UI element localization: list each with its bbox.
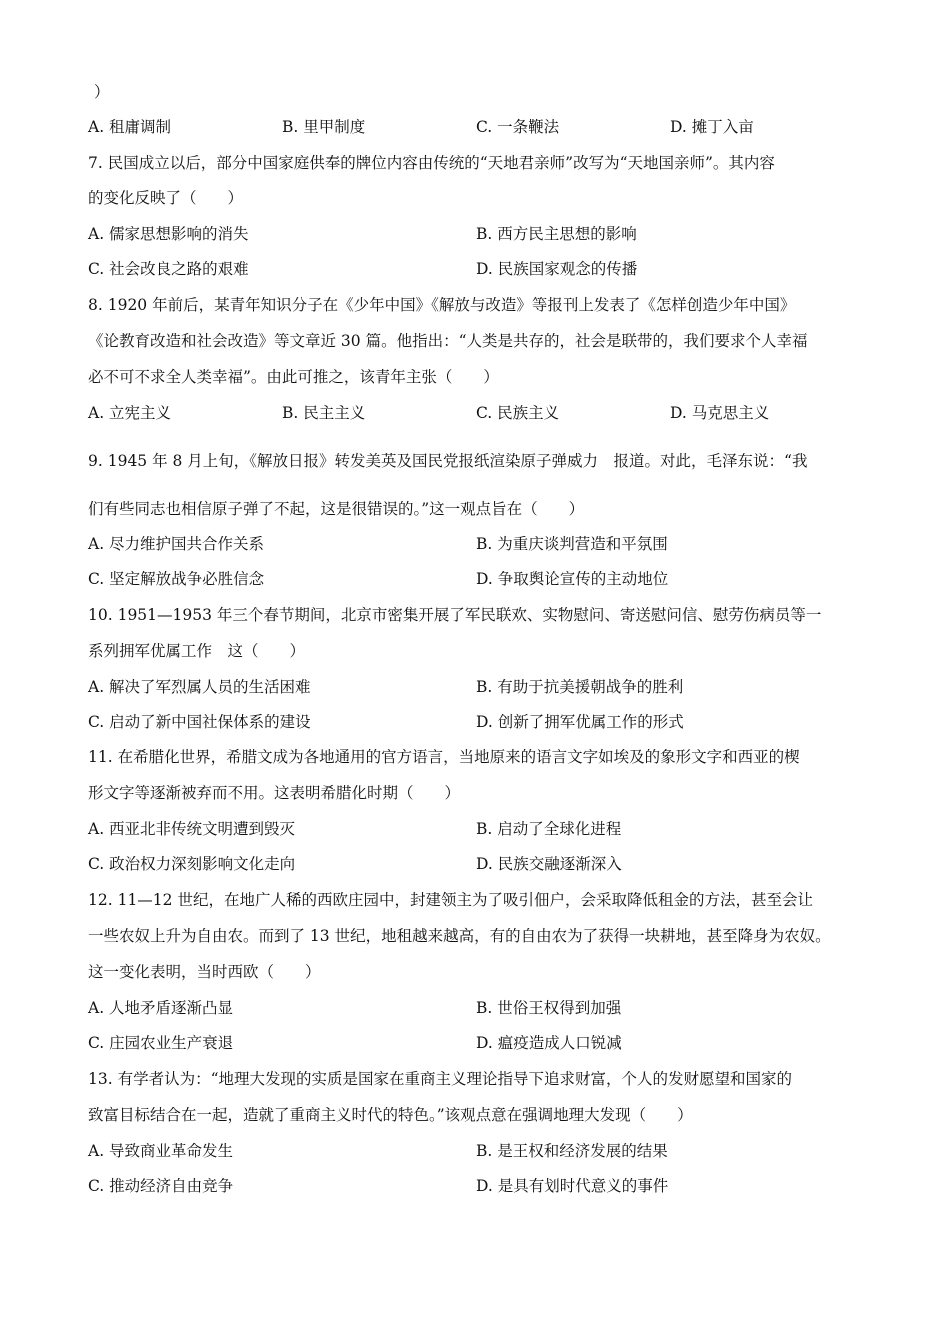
q12-option-d: D. 瘟疫造成人口锐减: [476, 1034, 622, 1052]
q8-stem-line-1: 8. 1920 年前后，某青年知识分子在《少年中国》《解放与改造》等报刊上发表了《怎样创造少年中国》: [88, 296, 796, 314]
q7-option-b: B. 西方民主思想的影响: [476, 225, 637, 243]
q13-stem-line-2: 致富目标结合在一起，造就了重商主义时代的特色。”该观点意在强调地理大发现（ ）: [88, 1106, 693, 1124]
q13-option-d: D. 是具有划时代意义的事件: [476, 1177, 669, 1195]
q10-stem-line-1: 10. 1951—1953 年三个春节期间，北京市密集开展了军民联欢、实物慰问、寄送慰问信、慰劳伤病员等一: [88, 606, 822, 624]
q6-option-d: D. 摊丁入亩: [670, 118, 754, 136]
q8-option-d: D. 马克思主义: [670, 404, 770, 422]
q6-option-c: C. 一条鞭法: [476, 118, 560, 136]
q7-option-d: D. 民族国家观念的传播: [476, 260, 638, 278]
q6-stem-tail: ）: [94, 83, 110, 101]
q8-stem-line-3: 必不可不求全人类幸福”。由此可推之，该青年主张（ ）: [88, 368, 499, 386]
q11-option-d: D. 民族交融逐渐深入: [476, 855, 622, 873]
q13-option-b: B. 是王权和经济发展的结果: [476, 1142, 668, 1160]
q10-option-a: A. 解决了军烈属人员的生活困难: [88, 678, 311, 696]
q6-option-a: A. 租庸调制: [88, 118, 172, 136]
q8-option-a: A. 立宪主义: [88, 404, 172, 422]
q9-option-d: D. 争取舆论宣传的主动地位: [476, 570, 669, 588]
q12-option-b: B. 世俗王权得到加强: [476, 999, 622, 1017]
q9-stem-line-1: 9. 1945 年 8 月上旬，《解放日报》转发美英及国民党报纸渲染原子弹威力 报道。对此，毛泽东说：“我: [88, 452, 808, 470]
q11-option-a: A. 西亚北非传统文明遭到毁灭: [88, 820, 296, 838]
q8-option-c: C. 民族主义: [476, 404, 560, 422]
q13-stem-line-1: 13. 有学者认为：“地理大发现的实质是国家在重商主义理论指导下追求财富，个人的发财愿望和国家的: [88, 1070, 793, 1088]
q7-stem-line-1: 7. 民国成立以后，部分中国家庭供奉的牌位内容由传统的“天地君亲师”改写为“天地国亲师”。其内容: [88, 154, 775, 172]
q12-stem-line-3: 这一变化表明，当时西欧（ ）: [88, 963, 321, 981]
q7-option-a: A. 儒家思想影响的消失: [88, 225, 249, 243]
q7-option-c: C. 社会改良之路的艰难: [88, 260, 249, 278]
q10-option-b: B. 有助于抗美援朝战争的胜利: [476, 678, 684, 696]
q13-option-a: A. 导致商业革命发生: [88, 1142, 234, 1160]
q8-option-b: B. 民主主义: [282, 404, 366, 422]
q12-option-a: A. 人地矛盾逐渐凸显: [88, 999, 234, 1017]
q13-option-c: C. 推动经济自由竞争: [88, 1177, 234, 1195]
q9-stem-line-2: 们有些同志也相信原子弹了不起，这是很错误的。”这一观点旨在（ ）: [88, 500, 585, 518]
q12-stem-line-1: 12. 11—12 世纪，在地广人稀的西欧庄园中，封建领主为了吸引佃户，会采取降低租金的方法，甚至会让: [88, 891, 813, 909]
q9-option-b: B. 为重庆谈判营造和平氛围: [476, 535, 668, 553]
q12-option-c: C. 庄园农业生产衰退: [88, 1034, 234, 1052]
q11-stem-line-1: 11. 在希腊化世界，希腊文成为各地通用的官方语言，当地原来的语言文字如埃及的象形文字和西亚的楔: [88, 748, 800, 766]
q11-option-c: C. 政治权力深刻影响文化走向: [88, 855, 296, 873]
q7-stem-line-2: 的变化反映了（ ）: [88, 189, 244, 207]
q6-option-b: B. 里甲制度: [282, 118, 366, 136]
q11-option-b: B. 启动了全球化进程: [476, 820, 622, 838]
q11-stem-line-2: 形文字等逐渐被弃而不用。这表明希腊化时期（ ）: [88, 784, 461, 802]
q10-option-c: C. 启动了新中国社保体系的建设: [88, 713, 311, 731]
q10-option-d: D. 创新了拥军优属工作的形式: [476, 713, 684, 731]
q10-stem-line-2: 系列拥军优属工作 这（ ）: [88, 642, 306, 660]
q12-stem-line-2: 一些农奴上升为自由农。而到了 13 世纪，地租越来越高，有的自由农为了获得一块耕地，甚至降身为农奴。: [88, 927, 831, 945]
q8-stem-line-2: 《论教育改造和社会改造》等文章近 30 篇。他指出：“人类是共存的，社会是联带的，我们要求个人幸福: [88, 332, 808, 350]
q9-option-a: A. 尽力维护国共合作关系: [88, 535, 265, 553]
q9-option-c: C. 坚定解放战争必胜信念: [88, 570, 265, 588]
